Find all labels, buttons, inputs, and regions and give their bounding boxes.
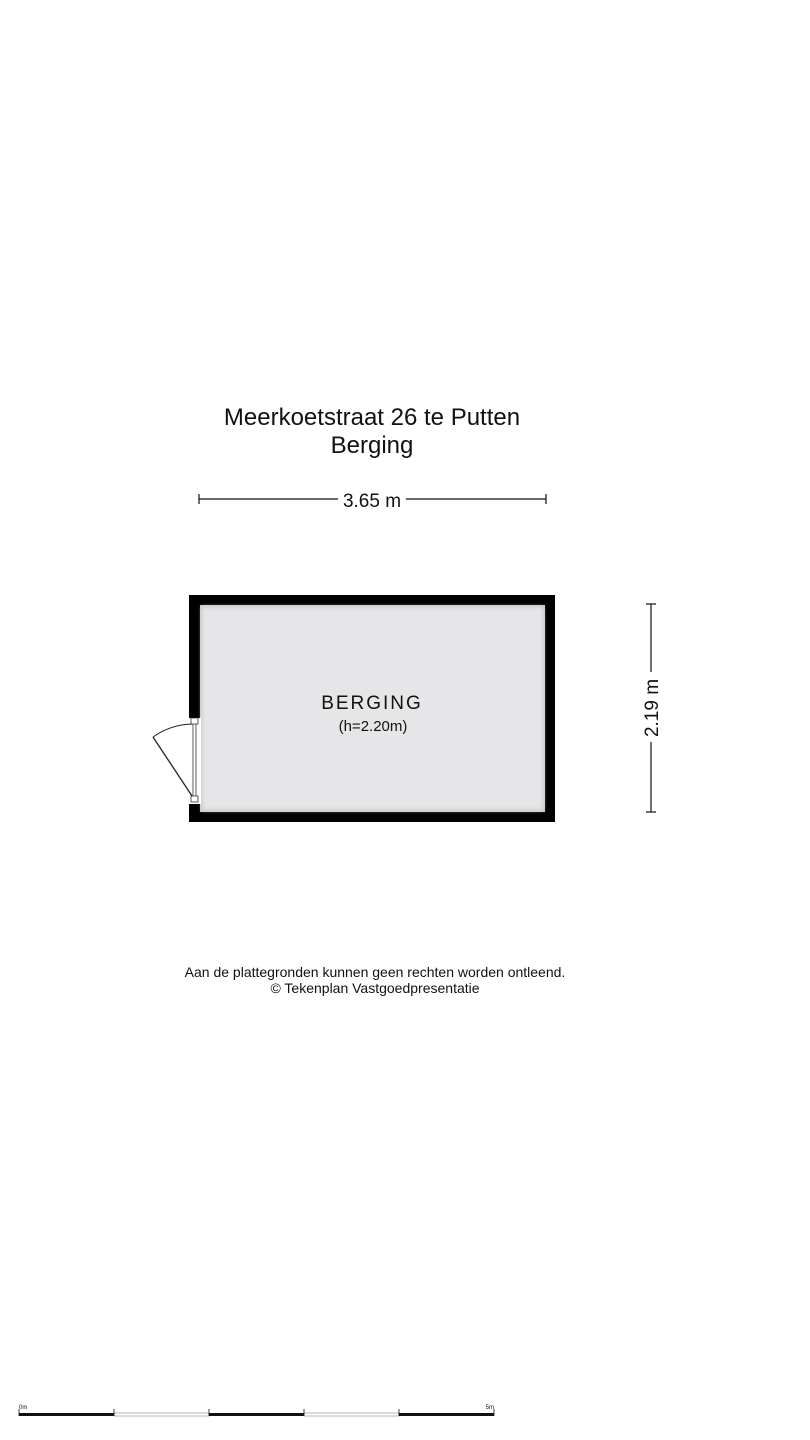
room-berging xyxy=(189,595,555,822)
scale-bar-segment-1 xyxy=(19,1413,114,1416)
scale-bar-end-label: 5m xyxy=(485,1405,494,1411)
scale-bar-start-label: 0m xyxy=(19,1405,28,1411)
door xyxy=(153,718,201,804)
room-height-label: (h=2.20m) xyxy=(338,718,408,735)
scale-bar-segment-3 xyxy=(209,1413,304,1416)
footer xyxy=(150,964,600,996)
width-dimension-label: 3.65 m xyxy=(342,491,402,512)
scale-bar-segment-2 xyxy=(114,1413,209,1416)
width-dimension xyxy=(199,491,546,512)
copyright-text: © Tekenplan Vastgoedpresentatie xyxy=(270,980,480,996)
room-name-label: BERGING xyxy=(321,693,423,714)
door-leaf xyxy=(153,737,192,796)
door-jamb-top xyxy=(191,718,198,724)
door-jamb-bottom xyxy=(191,796,198,802)
depth-dimension xyxy=(642,604,663,812)
door-opening xyxy=(188,718,201,804)
disclaimer-text: Aan de plattegronden kunnen geen rechten worden ontleend. xyxy=(184,964,566,980)
scale-bar-segment-4 xyxy=(304,1413,399,1416)
floor-title: Berging xyxy=(330,432,414,459)
scale-bar xyxy=(19,1405,494,1416)
door-swing-arc xyxy=(153,724,192,737)
depth-dimension-label: 2.19 m xyxy=(642,678,663,738)
address-title: Meerkoetstraat 26 te Putten xyxy=(223,404,521,431)
scale-bar-segment-5 xyxy=(399,1413,494,1416)
